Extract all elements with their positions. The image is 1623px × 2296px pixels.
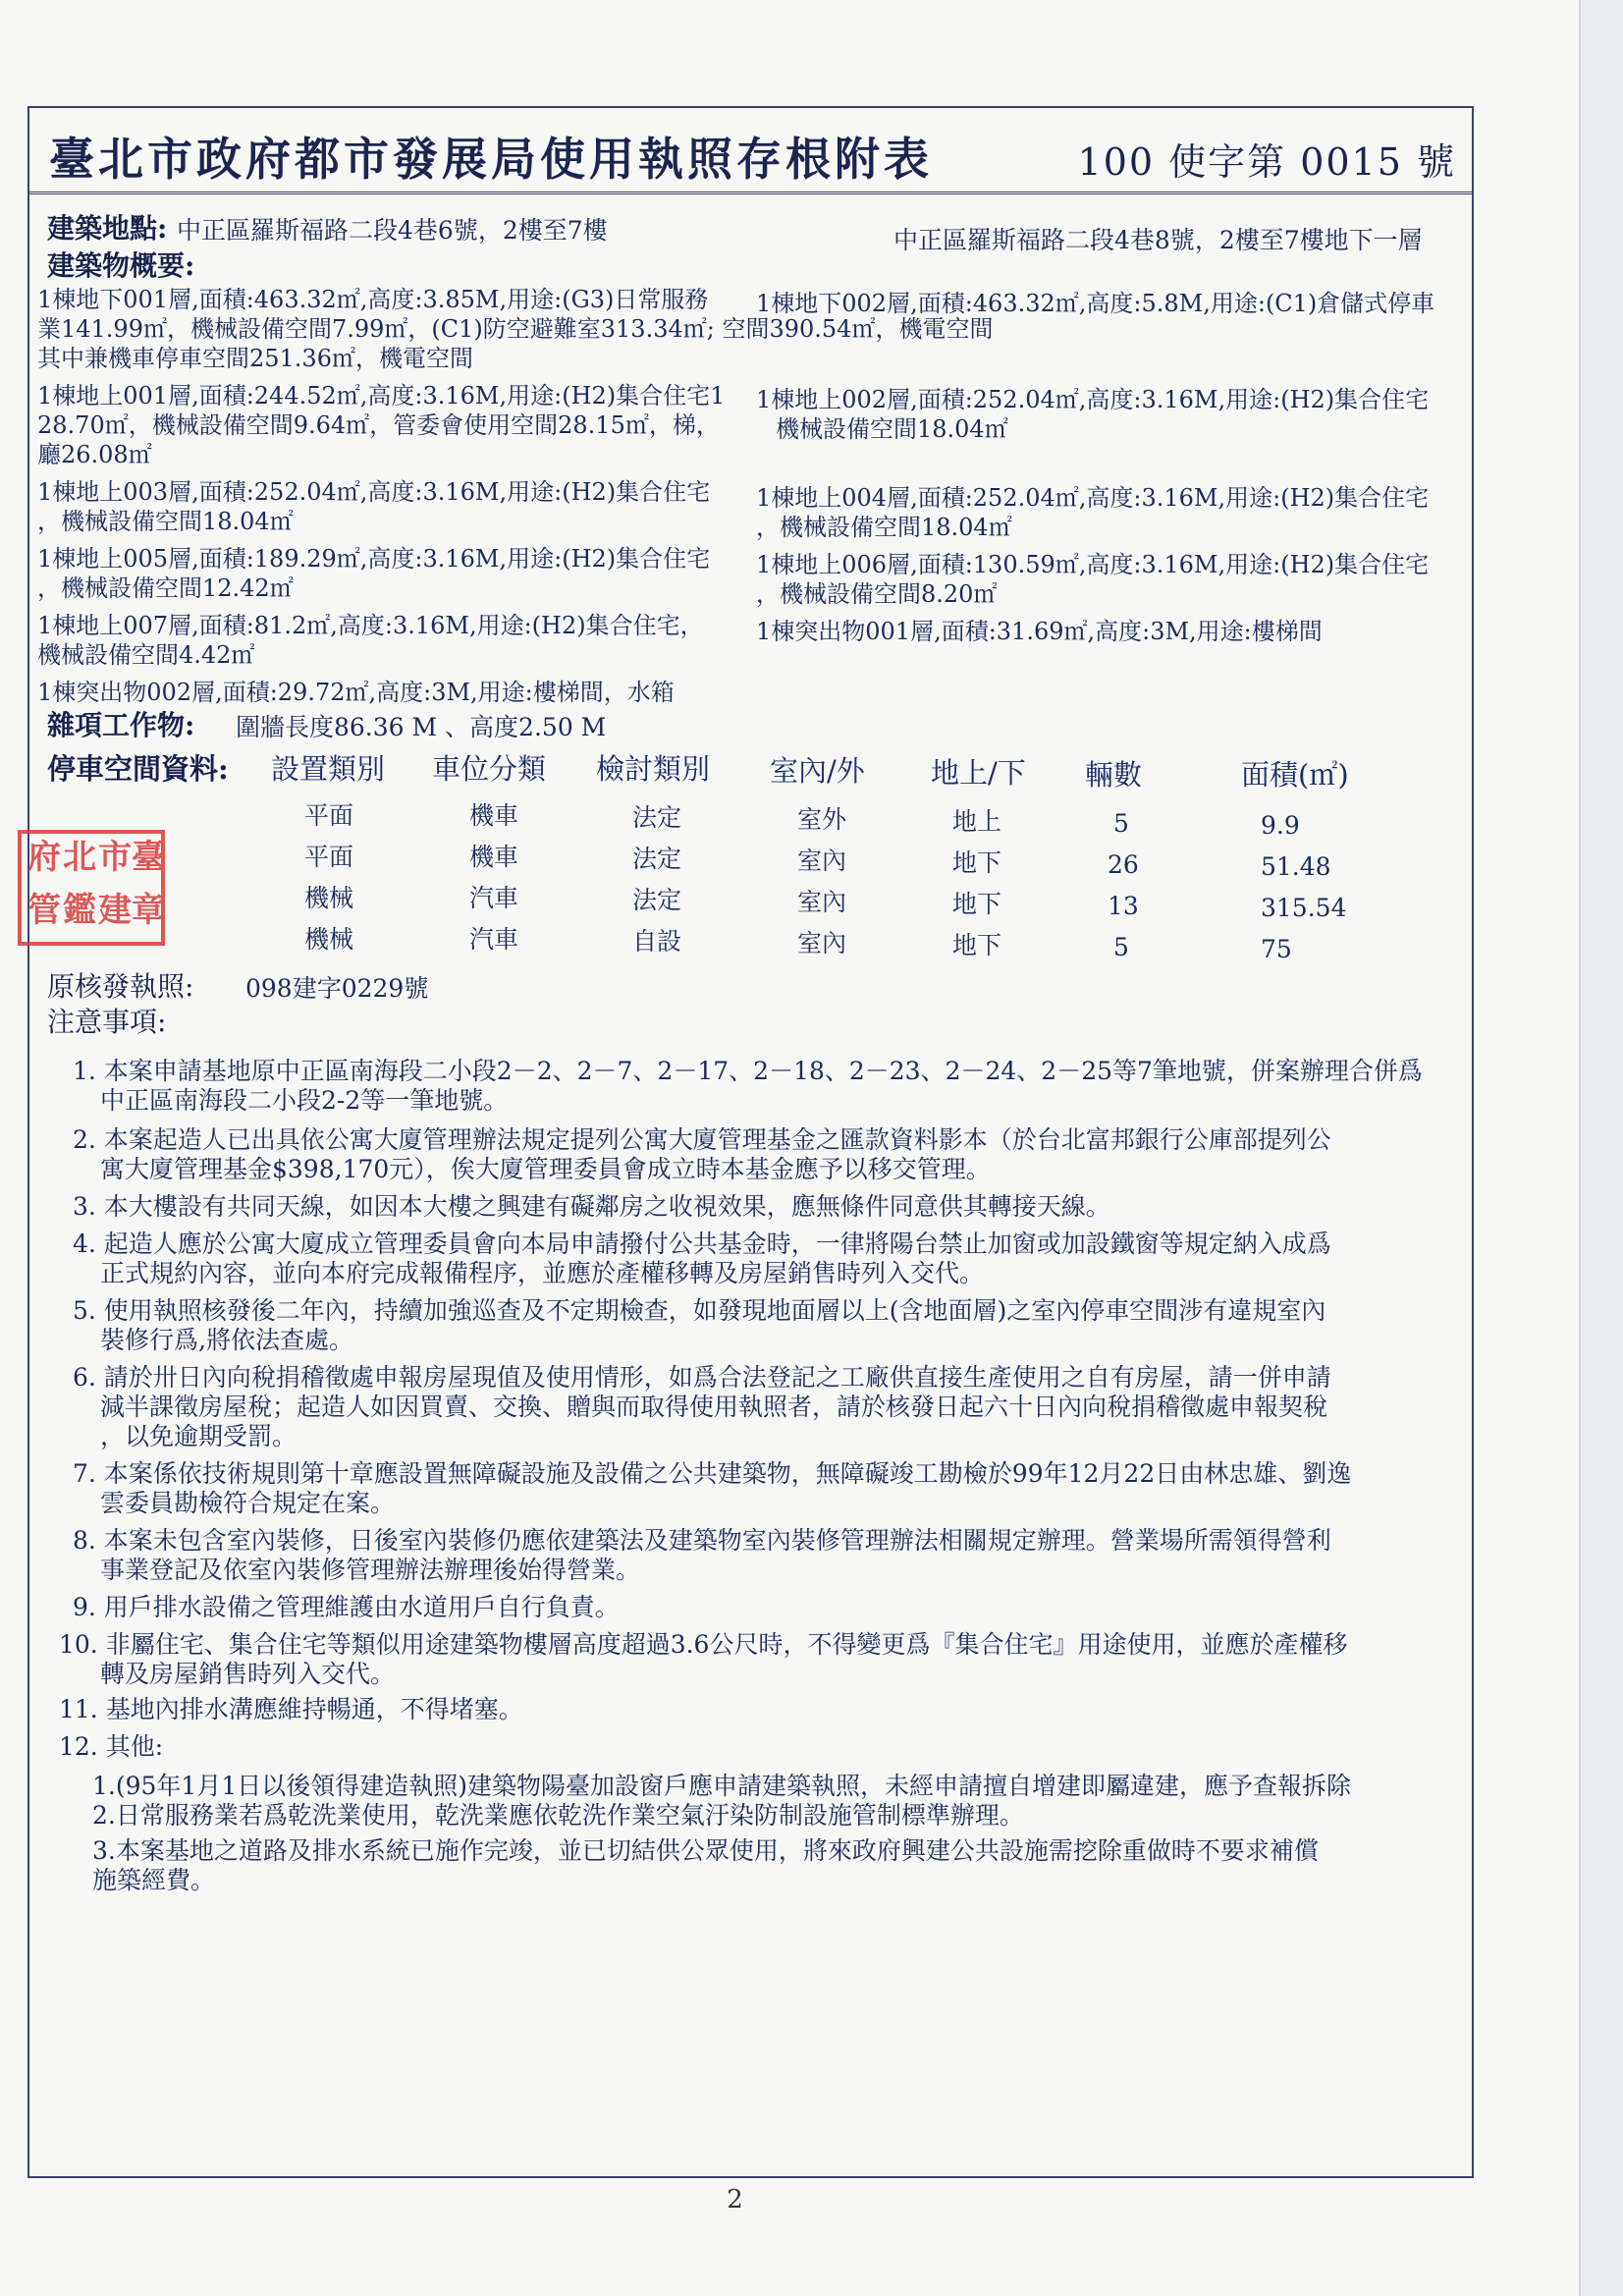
note-line: 減半課徵房屋稅；起造人如因買賣、交換、贈與而取得使用執照者，請於核發日起六十日內向稅捐稽徵處申報契稅 <box>100 1393 1328 1421</box>
seal-char: 章 <box>132 891 165 930</box>
parking-cell: 26 <box>1108 850 1139 879</box>
note-line: 中正區南海段二小段2-2等一筆地號。 <box>100 1086 509 1115</box>
parking-cell: 法定 <box>632 845 682 873</box>
overview-line: 1棟地上001層,面積:244.52㎡,高度:3.16M,用途:(H2)集合住宅1 <box>37 382 726 410</box>
seal-char: 臺 <box>132 838 165 877</box>
parking-cell: 室內 <box>797 847 847 875</box>
permit-number: 100 使字第 0015 號 <box>1077 140 1456 184</box>
parking-cell: 315.54 <box>1261 894 1347 922</box>
overview-line-right: 機械設備空間18.04㎡ <box>776 415 1008 443</box>
parking-cell: 汽車 <box>469 884 519 912</box>
parking-cell: 室外 <box>797 805 847 834</box>
parking-cell: 75 <box>1261 935 1292 963</box>
overview-line: 1棟突出物002層,面積:29.72㎡,高度:3M,用途:樓梯間，水箱 <box>37 679 675 706</box>
parking-label: 停車空間資料: <box>47 752 229 786</box>
parking-header: 車位分類 <box>432 752 547 786</box>
note-line: 正式規約內容，並向本府完成報備程序，並應於產權移轉及房屋銷售時列入交代。 <box>100 1259 985 1287</box>
note-line: 2. 本案起造人已出具依公寓大廈管理辦法規定提列公寓大廈管理基金之匯款資料影本（於台北富邦銀行公庫部提列公 <box>73 1125 1331 1154</box>
note-line: 11. 基地內排水溝應維持暢通，不得堵塞。 <box>59 1695 523 1723</box>
overview-line: ，機械設備空間12.42㎡ <box>37 574 294 602</box>
scan-edge <box>1579 0 1623 2296</box>
title-bar <box>29 108 1472 194</box>
note-line: 8. 本案未包含室內裝修，日後室內裝修仍應依建築法及建築物室內裝修管理辦法相關規定辦理。營業場所需領得營利 <box>73 1526 1331 1555</box>
parking-cell: 機械 <box>304 884 354 912</box>
parking-cell: 機械 <box>304 925 354 954</box>
parking-cell: 機車 <box>469 801 519 830</box>
parking-cell: 5 <box>1113 933 1129 961</box>
seal-char: 北 <box>63 838 96 877</box>
overview-line: 28.70㎡，機械設備空間9.64㎡，管委會使用空間28.15㎡，梯， <box>37 411 720 439</box>
original-permit-label: 原核發執照: <box>47 970 194 1003</box>
notes-label: 注意事項: <box>47 1006 167 1038</box>
overview-line: 1棟地上007層,面積:81.2㎡,高度:3.16M,用途:(H2)集合住宅， <box>37 612 704 639</box>
parking-cell: 室內 <box>797 929 847 957</box>
overview-line-right: 1棟地下002層,面積:463.32㎡,高度:5.8M,用途:(C1)倉儲式停車 <box>756 290 1435 317</box>
misc-works-label: 雜項工作物: <box>47 709 195 741</box>
seal-char: 管 <box>27 891 61 930</box>
parking-cell: 地下 <box>952 848 1002 877</box>
seal-char: 鑑 <box>63 891 96 930</box>
parking-cell: 平面 <box>304 843 354 871</box>
parking-cell: 法定 <box>632 886 682 914</box>
overview-line-right: ，機械設備空間18.04㎡ <box>756 514 1012 541</box>
note-line: 12. 其他: <box>59 1732 164 1761</box>
note-line: 5. 使用執照核發後二年內，持續加強巡查及不定期檢查，如發現地面層以上(含地面層)之室內停車空間涉有違規室內 <box>73 1296 1326 1325</box>
official-seal <box>18 830 165 946</box>
note-line: 1. 本案申請基地原中正區南海段二小段2－2、2－7、2－17、2－18、2－23、2－24、2－25等7筆地號，併案辦理合併爲 <box>73 1057 1423 1085</box>
site-address-2: 中正區羅斯福路二段4巷8號，2樓至7樓地下一層 <box>893 226 1423 254</box>
note-line: 裝修行爲,將依法查處。 <box>100 1326 353 1354</box>
site-label: 建築地點: <box>47 212 168 245</box>
overview-line: 1棟地上005層,面積:189.29㎡,高度:3.16M,用途:(H2)集合住宅 <box>37 545 711 573</box>
document-title: 臺北市政府都市發展局使用執照存根附表 <box>49 133 933 186</box>
seal-char: 府 <box>27 838 61 877</box>
parking-cell: 平面 <box>304 801 354 830</box>
note-line: 6. 請於卅日內向稅捐稽徵處申報房屋現值及使用情形，如爲合法登記之工廠供直接生產使用之自有房屋，請一併申請 <box>73 1363 1331 1392</box>
parking-header: 檢討類別 <box>596 752 711 786</box>
parking-cell: 自設 <box>632 927 682 956</box>
parking-header: 面積(㎡) <box>1241 758 1349 792</box>
parking-header: 設置類別 <box>271 752 386 786</box>
overview-line: ，機械設備空間18.04㎡ <box>37 508 294 535</box>
note-line: 施築經費。 <box>92 1866 216 1894</box>
note-line: 10. 非屬住宅、集合住宅等類似用途建築物樓層高度超過3.6公尺時，不得變更爲『集合住宅』用途使用，並應於產權移 <box>59 1630 1348 1659</box>
overview-line-right: 1棟地上004層,面積:252.04㎡,高度:3.16M,用途:(H2)集合住宅 <box>756 484 1430 512</box>
parking-cell: 51.48 <box>1261 852 1331 881</box>
parking-header: 室內/外 <box>770 754 865 788</box>
note-line: 2.日常服務業若爲乾洗業使用，乾洗業應依乾洗作業空氣汙染防制設施管制標準辦理。 <box>92 1801 1024 1830</box>
overview-line: 1棟地下001層,面積:463.32㎡,高度:3.85M,用途:(G3)日常服務 <box>37 286 709 313</box>
note-line: 3. 本大樓設有共同天線，如因本大樓之興建有礙鄰房之收視效果，應無條件同意供其轉接天線。 <box>73 1192 1110 1221</box>
overview-line: 業141.99㎡，機械設備空間7.99㎡，(C1)防空避難室313.34㎡; 空間390.54㎡，機電空間 <box>37 315 994 343</box>
overview-label: 建築物概要: <box>47 249 195 282</box>
note-line: 9. 用戶排水設備之管理維護由水道用戶自行負責。 <box>73 1593 620 1621</box>
parking-cell: 5 <box>1113 809 1129 838</box>
original-permit-value: 098建字0229號 <box>245 974 429 1003</box>
note-line: 寓大廈管理基金$398,170元），俟大廈管理委員會成立時本基金應予以移交管理。 <box>100 1155 991 1183</box>
note-line: 3.本案基地之道路及排水系統已施作完竣，並已切結供公眾使用，將來政府興建公共設施需挖除重做時不要求補償 <box>92 1836 1319 1865</box>
overview-line: 機械設備空間4.42㎡ <box>37 641 255 669</box>
overview-line: 廳26.08㎡ <box>37 441 152 468</box>
overview-line-right: 1棟突出物001層,面積:31.69㎡,高度:3M,用途:樓梯間 <box>756 618 1323 645</box>
note-line: 7. 本案係依技術規則第十章應設置無障礙設施及設備之公共建築物，無障礙竣工勘檢於99年12月22日由林忠雄、劉逸 <box>73 1459 1352 1488</box>
seal-char: 建 <box>98 891 132 930</box>
note-line: 1.(95年1月1日以後領得建造執照)建築物陽臺加設窗戶應申請建築執照，未經申請擅自增建即屬違建，應予查報拆除 <box>92 1772 1351 1800</box>
parking-header: 輛數 <box>1085 758 1143 792</box>
note-line: 雲委員勘檢符合規定在案。 <box>100 1489 396 1517</box>
overview-line-right: 1棟地上006層,面積:130.59㎡,高度:3.16M,用途:(H2)集合住宅 <box>756 551 1430 578</box>
parking-cell: 地上 <box>952 807 1002 836</box>
parking-header: 地上/下 <box>931 756 1026 790</box>
overview-line: 1棟地上003層,面積:252.04㎡,高度:3.16M,用途:(H2)集合住宅 <box>37 478 711 506</box>
note-line: 轉及房屋銷售時列入交代。 <box>100 1660 396 1688</box>
note-line: ，以免逾期受罰。 <box>100 1422 298 1450</box>
parking-cell: 機車 <box>469 843 519 871</box>
page-number: 2 <box>727 2185 743 2214</box>
misc-works-value: 圍牆長度86.36 M 、高度2.50 M <box>236 713 607 741</box>
parking-cell: 9.9 <box>1261 811 1300 840</box>
overview-line: 其中兼機車停車空間251.36㎡，機電空間 <box>37 345 473 372</box>
note-line: 事業登記及依室內裝修管理辦法辦理後始得營業。 <box>100 1556 641 1584</box>
document-frame <box>27 106 1474 2178</box>
parking-cell: 地下 <box>952 931 1002 959</box>
seal-char: 市 <box>98 838 132 877</box>
site-address-1: 中正區羅斯福路二段4巷6號，2樓至7樓 <box>177 216 608 245</box>
note-line: 4. 起造人應於公寓大廈成立管理委員會向本局申請撥付公共基金時，一律將陽台禁止加窗或加設鐵窗等規定納入成爲 <box>73 1230 1331 1258</box>
overview-line-right: 1棟地上002層,面積:252.04㎡,高度:3.16M,用途:(H2)集合住宅 <box>756 386 1430 413</box>
parking-cell: 地下 <box>952 890 1002 918</box>
overview-line-right: ，機械設備空間8.20㎡ <box>756 580 998 608</box>
parking-cell: 13 <box>1108 892 1139 920</box>
parking-cell: 法定 <box>632 803 682 832</box>
parking-cell: 汽車 <box>469 925 519 954</box>
parking-cell: 室內 <box>797 888 847 916</box>
